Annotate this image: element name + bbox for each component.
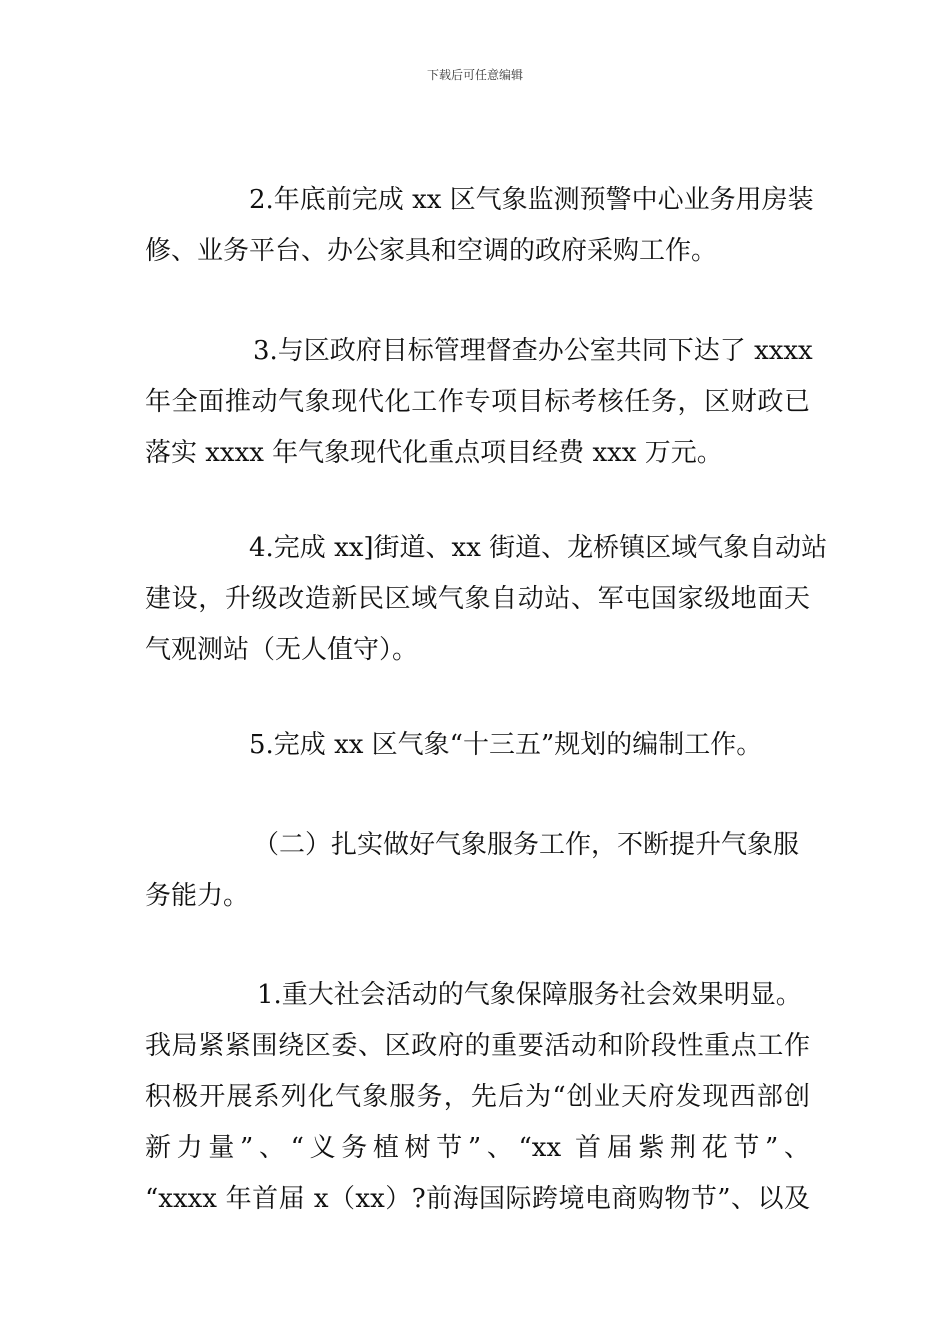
text-line: 务能力。 (145, 881, 250, 911)
text-line: 年全面推动气象现代化工作专项目标考核任务，区财政已 (145, 387, 810, 417)
text-line: （二）扎实做好气象服务工作，不断提升气象服 (253, 830, 800, 860)
section-heading-meteorological-service (145, 820, 810, 922)
paragraph-target-assessment (145, 326, 813, 479)
text-line: 气观测站（无人值守）。 (145, 635, 419, 665)
text-line: 5.完成 xx 区气象“十三五”规划的编制工作。 (249, 730, 763, 760)
header-note: 下载后可任意编辑 (426, 68, 523, 82)
paragraph-auto-station (145, 523, 828, 676)
paragraph-procurement (145, 175, 814, 277)
text-line: 3.与区政府目标管理督查办公室共同下达了 xxxx (253, 336, 813, 366)
text-line: 我局紧紧围绕区委、区政府的重要活动和阶段性重点工作 (145, 1031, 810, 1061)
text-line: 新力量”、“义务植树节”、“xx 首届紫荆花节”、 (145, 1133, 810, 1163)
text-line: 积极开展系列化气象服务，先后为“创业天府发现西部创 (145, 1082, 810, 1112)
text-line: 修、业务平台、办公家具和空调的政府采购工作。 (145, 236, 718, 266)
text-line: 1.重大社会活动的气象保障服务社会效果明显。 (257, 980, 802, 1010)
text-line: 建设，升级改造新民区域气象自动站、军屯国家级地面天 (145, 584, 810, 614)
text-line: “xxxx 年首届 x（xx）?前海国际跨境电商购物节”、以及 (145, 1184, 810, 1214)
text-line: 落实 xxxx 年气象现代化重点项目经费 xxx 万元。 (145, 438, 723, 468)
text-line: 4.完成 xx]街道、xx 街道、龙桥镇区域气象自动站 (249, 533, 828, 563)
text-line: 2.年底前完成 xx 区气象监测预警中心业务用房装 (249, 185, 814, 215)
paragraph-major-events (145, 970, 810, 1225)
paragraph-planning (145, 720, 810, 771)
